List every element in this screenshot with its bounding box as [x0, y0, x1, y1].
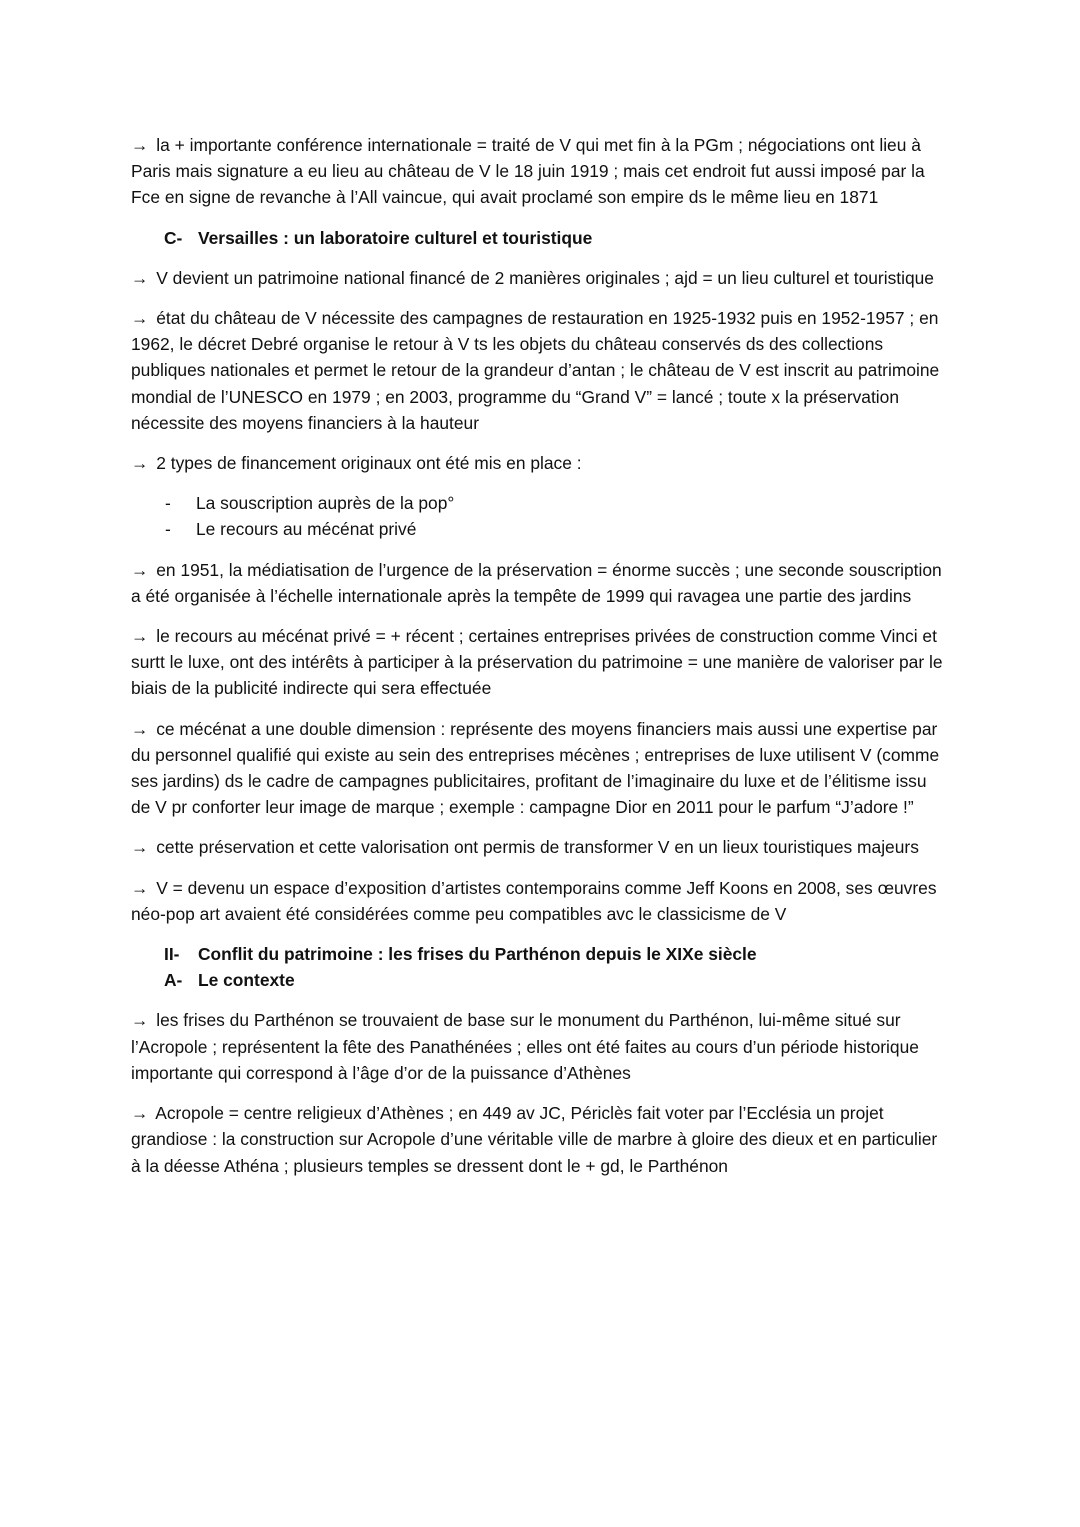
- arrow-icon: →: [131, 626, 149, 647]
- paragraph: [131, 716, 950, 821]
- intro-paragraph: [131, 132, 950, 211]
- list-item: [165, 490, 950, 516]
- paragraph: [131, 265, 950, 291]
- paragraph-text: Acropole = centre religieux d’Athènes ; en 449 av JC, Périclès fait voter par l’Ecclésia un projet grandiose : la construction sur Acropole d’une véritable ville de marbre à gloire des dieux et en particulier à la déesse Athéna ; plusieurs temples se dressent dont le + gd, le Parthénon: [131, 1103, 938, 1176]
- paragraph: [131, 305, 950, 436]
- paragraph-text: le recours au mécénat privé = + récent ; certaines entreprises privées de construction comme Vinci et surtt le luxe, ont des intérêts à participer à la préservation du patrimoine = une manière de valoriser par le biais de la publicité indirecte qui sera effectuée: [131, 626, 943, 699]
- arrow-icon: →: [131, 718, 149, 739]
- paragraph-text: V = devenu un espace d’exposition d’artistes contemporains comme Jeff Koons en 2008, ses œuvres néo-pop art avaient été considérées comme peu compatibles avc le classicisme de V: [131, 877, 937, 924]
- section-ii-heading: [131, 941, 950, 967]
- paragraph: [131, 623, 950, 702]
- section-c-heading: [131, 225, 950, 251]
- section-ii-title: Conflit du patrimoine : les frises du Parthénon depuis le XIXe siècle: [198, 944, 757, 965]
- list-item: [165, 516, 950, 542]
- list-item-text: Le recours au mécénat privé: [196, 519, 417, 540]
- section-a-number: A-: [164, 970, 183, 991]
- paragraph: [131, 834, 950, 860]
- section-c-number: C-: [164, 227, 183, 248]
- dash-bullet-icon: -: [165, 493, 171, 514]
- paragraph: [131, 1100, 950, 1179]
- dash-bullet-icon: -: [165, 519, 171, 540]
- arrow-icon: →: [131, 267, 149, 288]
- arrow-icon: →: [131, 1103, 149, 1124]
- arrow-icon: →: [131, 453, 149, 474]
- paragraph-text: ce mécénat a une double dimension : représente des moyens financiers mais aussi une expertise par du personnel qualifié qui existe au sein des entreprises mécènes ; entreprises de luxe utilisent V (comme ses jardins) ds le cadre de campagnes publicitaires, profitant de l’imaginaire du luxe et de l’élitisme issu de V pr conforter leur image de marque ; exemple : campagne Dior en 2011 pour le parfum “J’adore !”: [131, 718, 940, 818]
- arrow-icon: →: [131, 135, 149, 155]
- section-ii-number: II-: [164, 944, 180, 965]
- section-a-title: Le contexte: [198, 970, 295, 991]
- arrow-icon: →: [131, 837, 149, 858]
- section-c-title: Versailles : un laboratoire culturel et touristique: [198, 227, 593, 248]
- arrow-icon: →: [131, 559, 149, 580]
- financing-bullet-list: [131, 490, 950, 542]
- arrow-icon: →: [131, 308, 149, 329]
- list-item-text: La souscription auprès de la pop°: [196, 493, 455, 514]
- section-a-heading: [131, 967, 950, 993]
- arrow-icon: →: [131, 877, 149, 898]
- paragraph: [131, 1007, 950, 1086]
- paragraph-text: la + importante conférence internationale = traité de V qui met fin à la PGm ; négociations ont lieu à Paris mais signature a eu lieu au château de V le 18 juin 1919 ; mais cet endroit fut aussi imposé par la Fce en signe de revanche à l’All vaincue, qui avait proclamé son empire ds le même lieu en 1871: [131, 135, 925, 208]
- paragraph-text: les frises du Parthénon se trouvaient de base sur le monument du Parthénon, lui-même situé sur l’Acropole ; représentent la fête des Panathénées ; elles ont été faites au cours d’un période historique importante qui correspond à l’âge d’or de la puissance d’Athènes: [131, 1010, 919, 1083]
- paragraph: [131, 875, 950, 927]
- paragraph: [131, 450, 950, 476]
- paragraph-text: cette préservation et cette valorisation ont permis de transformer V en un lieux touristiques majeurs: [156, 837, 919, 858]
- paragraph: [131, 557, 950, 609]
- paragraph-text: V devient un patrimoine national financé de 2 manières originales ; ajd = un lieu culturel et touristique: [156, 267, 934, 288]
- paragraph-text: 2 types de financement originaux ont été mis en place :: [156, 453, 582, 474]
- arrow-icon: →: [131, 1010, 149, 1031]
- paragraph-text: en 1951, la médiatisation de l’urgence de la préservation = énorme succès ; une seconde souscription a été organisée à l’échelle internationale après la tempête de 1999 qui ravagea une partie des jardins: [131, 559, 942, 606]
- paragraph-text: état du château de V nécessite des campagnes de restauration en 1925-1932 puis en 1952-1957 ; en 1962, le décret Debré organise le retour à V ts les objets du château conservés ds des collections publiques nationales et permet le retour de la grandeur d’antan ; le château de V est inscrit au patrimoine mondial de l’UNESCO en 1979 ; en 2003, programme du “Grand V” = lancé ; toute x la préservation nécessite des moyens financiers à la hauteur: [131, 308, 940, 433]
